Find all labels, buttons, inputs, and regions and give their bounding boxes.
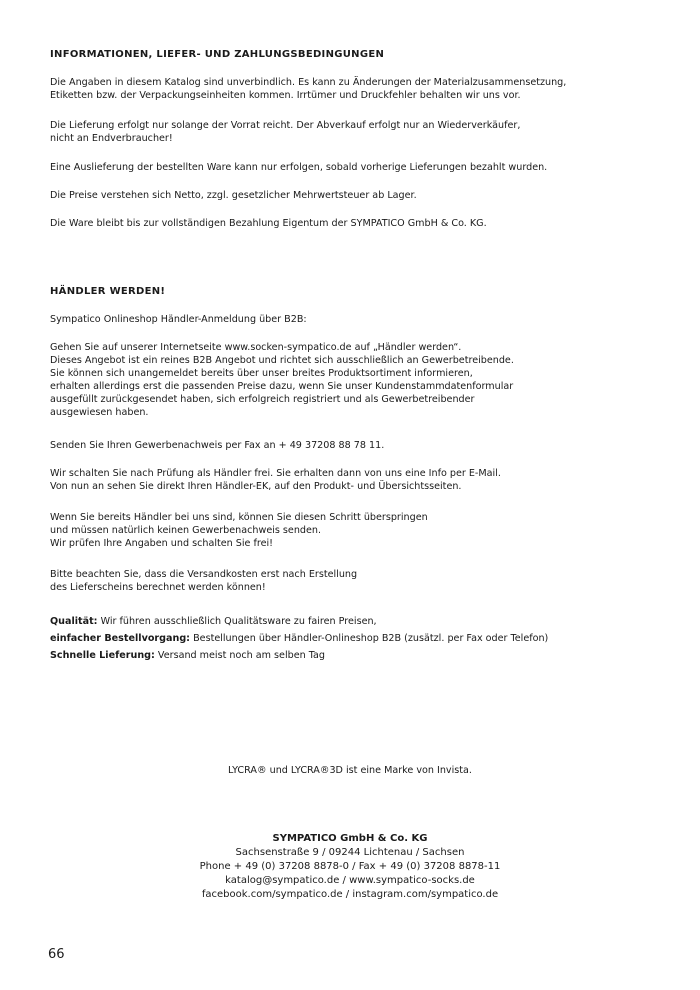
section-become-dealer — [50, 285, 660, 298]
text-line: Senden Sie Ihren Gewerbenachweis per Fax an + 49 37208 88 78 11. — [50, 440, 385, 451]
text-line: ausgefüllt zurückgesendet haben, sich erfolgreich registriert und als Gewerbetreibender — [50, 394, 475, 405]
text-line: Dieses Angebot ist ein reines B2B Angebot und richtet sich ausschließlich an Gewerbetreibende. — [50, 355, 514, 366]
feature-item — [50, 630, 660, 647]
text-line: erhalten allerdings erst die passenden Preise dazu, wenn Sie unser Kundenstammdatenformular — [50, 381, 514, 392]
terms-paragraph-3 — [50, 161, 660, 174]
text-line: Bitte beachten Sie, dass die Versandkosten erst nach Erstellung — [50, 569, 358, 580]
text-line: Von nun an sehen Sie direkt Ihren Händler-EK, auf den Produkt- und Übersichtsseiten. — [50, 481, 462, 492]
feature-text: Bestellungen über Händler-Onlineshop B2B (zusätzl. per Fax oder Telefon) — [190, 633, 549, 644]
text-line: Die Preise verstehen sich Netto, zzgl. gesetzlicher Mehrwertsteuer ab Lager. — [50, 190, 417, 201]
terms-paragraph-5 — [50, 217, 660, 230]
text-line: Gehen Sie auf unserer Internetseite www.socken-sympatico.de auf „Händler werden“. — [50, 342, 462, 353]
terms-heading: INFORMATIONEN, LIEFER- UND ZAHLUNGSBEDINGUNGEN — [50, 49, 385, 60]
text-line: Wir schalten Sie nach Prüfung als Händler frei. Sie erhalten dann von uns eine Info per E-Mail. — [50, 468, 501, 479]
section-terms — [50, 48, 660, 61]
company-phone: Phone + 49 (0) 37208 8878-0 / Fax + 49 (0) 37208 8878-11 — [199, 861, 501, 872]
feature-item — [50, 613, 660, 630]
terms-paragraph-2 — [50, 119, 660, 145]
text-line: Die Ware bleibt bis zur vollständigen Bezahlung Eigentum der SYMPATICO GmbH & Co. KG. — [50, 218, 487, 229]
dealer-paragraph-2 — [50, 439, 660, 452]
terms-paragraph-4 — [50, 189, 660, 202]
dealer-paragraph-5 — [50, 568, 660, 594]
text-line: ausgewiesen haben. — [50, 407, 149, 418]
company-info — [0, 832, 700, 902]
text-line: Wenn Sie bereits Händler bei uns sind, können Sie diesen Schritt überspringen — [50, 512, 428, 523]
text-line: Die Angaben in diesem Katalog sind unverbindlich. Es kann zu Änderungen der Materialzusammensetzung, — [50, 77, 567, 88]
dealer-paragraph-3 — [50, 467, 660, 493]
page-number: 66 — [48, 947, 65, 962]
trademark-note — [0, 764, 700, 777]
company-address: Sachsenstraße 9 / 09244 Lichtenau / Sachsen — [235, 847, 465, 858]
text-line: des Lieferscheins berechnet werden können! — [50, 582, 266, 593]
text-line: LYCRA® und LYCRA®3D ist eine Marke von Invista. — [228, 765, 472, 776]
text-line: Die Lieferung erfolgt nur solange der Vorrat reicht. Der Abverkauf erfolgt nur an Wiederverkäufer, — [50, 120, 521, 131]
feature-item — [50, 647, 660, 664]
dealer-paragraph-4 — [50, 511, 660, 550]
company-name: SYMPATICO GmbH & Co. KG — [272, 833, 428, 844]
feature-list — [50, 613, 660, 664]
feature-text: Versand meist noch am selben Tag — [154, 650, 325, 661]
company-social: facebook.com/sympatico.de / instagram.com/sympatico.de — [201, 889, 499, 900]
feature-label: einfacher Bestellvorgang: — [50, 633, 191, 644]
text-line: und müssen natürlich keinen Gewerbenachweis senden. — [50, 525, 322, 536]
dealer-paragraph-1 — [50, 341, 660, 419]
text-line: Sympatico Onlineshop Händler-Anmeldung über B2B: — [50, 314, 307, 325]
terms-paragraph-1 — [50, 76, 660, 102]
text-line: nicht an Endverbraucher! — [50, 133, 173, 144]
dealer-intro — [50, 313, 660, 326]
dealer-heading: HÄNDLER WERDEN! — [50, 286, 166, 297]
feature-label: Qualität: — [50, 616, 98, 627]
text-line: Etiketten bzw. der Verpackungseinheiten kommen. Irrtümer und Druckfehler behalten wir uns vor. — [50, 90, 521, 101]
text-line: Eine Auslieferung der bestellten Ware kann nur erfolgen, sobald vorherige Lieferungen bezahlt wurden. — [50, 162, 548, 173]
feature-text: Wir führen ausschließlich Qualitätsware zu fairen Preisen, — [97, 616, 377, 627]
text-line: Sie können sich unangemeldet bereits über unser breites Produktsortiment informieren, — [50, 368, 473, 379]
feature-label: Schnelle Lieferung: — [50, 650, 155, 661]
company-web: katalog@sympatico.de / www.sympatico-socks.de — [225, 875, 475, 886]
text-line: Wir prüfen Ihre Angaben und schalten Sie frei! — [50, 538, 274, 549]
